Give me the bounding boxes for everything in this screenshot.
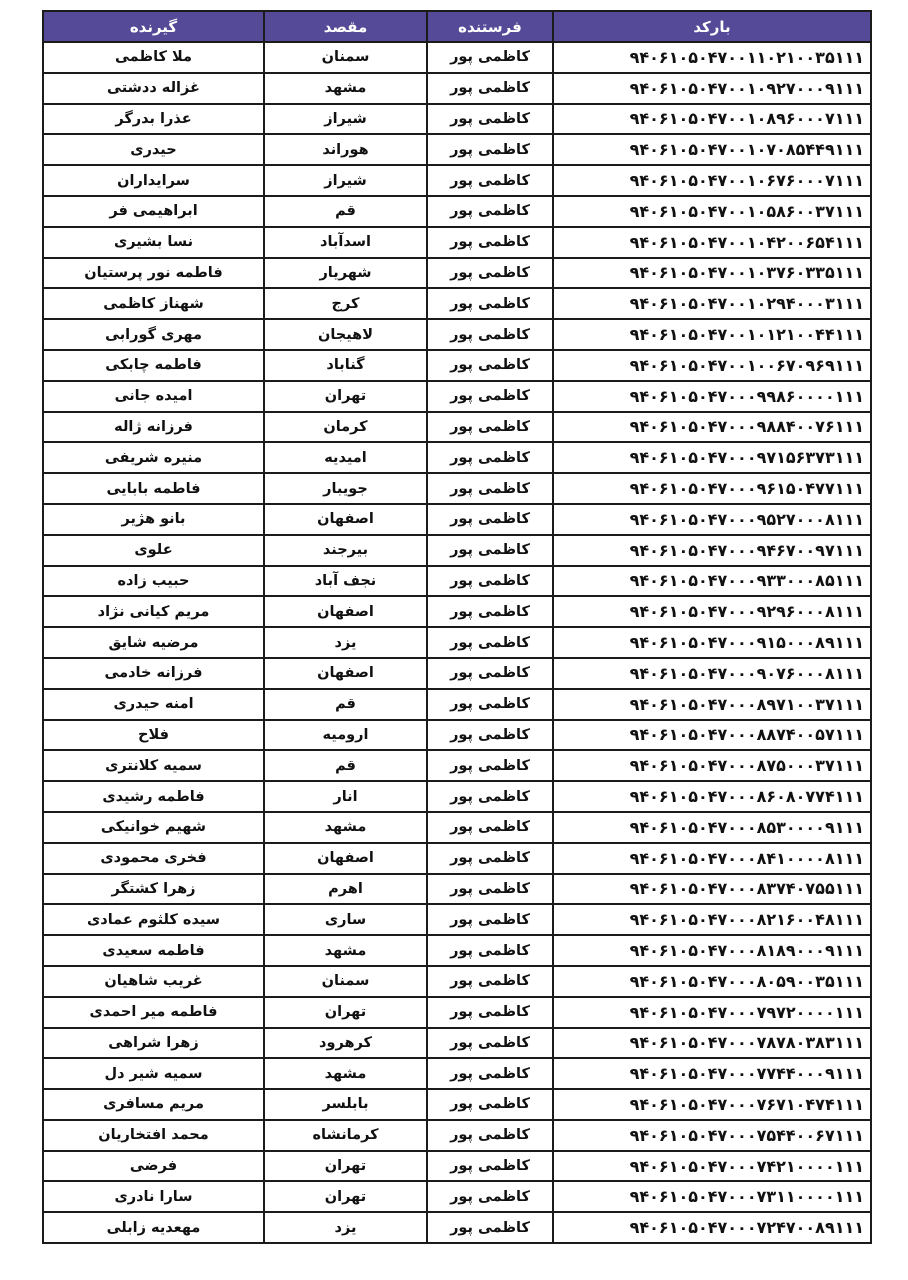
- destination-cell: گناباد: [264, 350, 427, 381]
- destination-cell: تهران: [264, 381, 427, 412]
- barcode-cell: ۹۴۰۶۱۰۵۰۴۷۰۰۱۰۸۹۶۰۰۰۷۱۱۱: [553, 104, 871, 135]
- sender-cell: کاظمی پور: [427, 658, 553, 689]
- sender-cell: کاظمی پور: [427, 1058, 553, 1089]
- sender-cell: کاظمی پور: [427, 1089, 553, 1120]
- receiver-cell: فرضی: [43, 1151, 264, 1182]
- barcode-cell: ۹۴۰۶۱۰۵۰۴۷۰۰۰۸۳۷۴۰۷۵۵۱۱۱: [553, 874, 871, 905]
- barcode-cell: ۹۴۰۶۱۰۵۰۴۷۰۰۰۷۳۱۱۰۰۰۰۱۱۱: [553, 1181, 871, 1212]
- sender-cell: کاظمی پور: [427, 966, 553, 997]
- receiver-cell: مرضیه شایق: [43, 627, 264, 658]
- barcode-cell: ۹۴۰۶۱۰۵۰۴۷۰۰۰۸۶۰۸۰۷۷۴۱۱۱: [553, 781, 871, 812]
- barcode-cell: ۹۴۰۶۱۰۵۰۴۷۰۰۰۷۲۴۷۰۰۸۹۱۱۱: [553, 1212, 871, 1243]
- table-row: [43, 350, 871, 381]
- barcode-cell: ۹۴۰۶۱۰۵۰۴۷۰۰۰۸۲۱۶۰۰۴۸۱۱۱: [553, 904, 871, 935]
- sender-cell: کاظمی پور: [427, 874, 553, 905]
- table-row: [43, 966, 871, 997]
- header-barcode: بارکد: [553, 11, 871, 42]
- sender-cell: کاظمی پور: [427, 904, 553, 935]
- destination-cell: اصفهان: [264, 596, 427, 627]
- destination-cell: کرهرود: [264, 1028, 427, 1059]
- sender-cell: کاظمی پور: [427, 258, 553, 289]
- receiver-cell: مریم مسافری: [43, 1089, 264, 1120]
- barcode-cell: ۹۴۰۶۱۰۵۰۴۷۰۰۰۹۷۱۵۶۳۷۳۱۱۱: [553, 442, 871, 473]
- sender-cell: کاظمی پور: [427, 997, 553, 1028]
- sender-cell: کاظمی پور: [427, 750, 553, 781]
- barcode-cell: ۹۴۰۶۱۰۵۰۴۷۰۰۱۰۶۷۶۰۰۰۷۱۱۱: [553, 165, 871, 196]
- sender-cell: کاظمی پور: [427, 627, 553, 658]
- receiver-cell: عذرا بدرگر: [43, 104, 264, 135]
- destination-cell: اسدآباد: [264, 227, 427, 258]
- table-row: [43, 750, 871, 781]
- table-row: [43, 1058, 871, 1089]
- destination-cell: مشهد: [264, 935, 427, 966]
- header-row: [43, 11, 871, 42]
- barcode-cell: ۹۴۰۶۱۰۵۰۴۷۰۰۰۸۱۸۹۰۰۰۹۱۱۱: [553, 935, 871, 966]
- receiver-cell: ابراهیمی فر: [43, 196, 264, 227]
- table-row: [43, 843, 871, 874]
- table-header: [43, 11, 871, 42]
- receiver-cell: غزاله ددشتی: [43, 73, 264, 104]
- destination-cell: اصفهان: [264, 504, 427, 535]
- destination-cell: کرمانشاه: [264, 1120, 427, 1151]
- barcode-cell: ۹۴۰۶۱۰۵۰۴۷۰۰۱۰۲۹۴۰۰۰۳۱۱۱: [553, 288, 871, 319]
- barcode-cell: ۹۴۰۶۱۰۵۰۴۷۰۰۰۷۴۲۱۰۰۰۰۱۱۱: [553, 1151, 871, 1182]
- receiver-cell: حبیب زاده: [43, 566, 264, 597]
- receiver-cell: فاطمه چابکی: [43, 350, 264, 381]
- sender-cell: کاظمی پور: [427, 442, 553, 473]
- sender-cell: کاظمی پور: [427, 1181, 553, 1212]
- barcode-cell: ۹۴۰۶۱۰۵۰۴۷۰۰۰۹۸۸۴۰۰۷۶۱۱۱: [553, 412, 871, 443]
- destination-cell: نجف آباد: [264, 566, 427, 597]
- table-row: [43, 258, 871, 289]
- shipment-sheet: [42, 10, 870, 1244]
- sender-cell: کاظمی پور: [427, 1151, 553, 1182]
- sender-cell: کاظمی پور: [427, 720, 553, 751]
- barcode-cell: ۹۴۰۶۱۰۵۰۴۷۰۰۰۹۱۵۰۰۰۸۹۱۱۱: [553, 627, 871, 658]
- table-row: [43, 720, 871, 751]
- barcode-cell: ۹۴۰۶۱۰۵۰۴۷۰۰۰۷۷۴۴۰۰۰۹۱۱۱: [553, 1058, 871, 1089]
- table-row: [43, 904, 871, 935]
- table-row: [43, 42, 871, 73]
- destination-cell: شهریار: [264, 258, 427, 289]
- destination-cell: قم: [264, 689, 427, 720]
- table-row: [43, 627, 871, 658]
- receiver-cell: منیره شریفی: [43, 442, 264, 473]
- table-row: [43, 566, 871, 597]
- receiver-cell: شهناز کاظمی: [43, 288, 264, 319]
- table-row: [43, 997, 871, 1028]
- table-row: [43, 134, 871, 165]
- destination-cell: سمنان: [264, 42, 427, 73]
- table-row: [43, 1181, 871, 1212]
- barcode-cell: ۹۴۰۶۱۰۵۰۴۷۰۰۰۸۹۷۱۰۰۳۷۱۱۱: [553, 689, 871, 720]
- table-row: [43, 874, 871, 905]
- barcode-cell: ۹۴۰۶۱۰۵۰۴۷۰۰۱۰۰۶۷۰۹۶۹۱۱۱: [553, 350, 871, 381]
- table-row: [43, 473, 871, 504]
- sender-cell: کاظمی پور: [427, 134, 553, 165]
- destination-cell: تهران: [264, 1151, 427, 1182]
- barcode-cell: ۹۴۰۶۱۰۵۰۴۷۰۰۰۹۵۲۷۰۰۰۸۱۱۱: [553, 504, 871, 535]
- destination-cell: قم: [264, 750, 427, 781]
- barcode-cell: ۹۴۰۶۱۰۵۰۴۷۰۰۰۷۸۷۸۰۳۸۳۱۱۱: [553, 1028, 871, 1059]
- destination-cell: ساری: [264, 904, 427, 935]
- receiver-cell: امنه حیدری: [43, 689, 264, 720]
- destination-cell: سمنان: [264, 966, 427, 997]
- receiver-cell: مهعدیه زابلی: [43, 1212, 264, 1243]
- sender-cell: کاظمی پور: [427, 227, 553, 258]
- receiver-cell: فلاح: [43, 720, 264, 751]
- barcode-cell: ۹۴۰۶۱۰۵۰۴۷۰۰۰۸۷۵۰۰۰۳۷۱۱۱: [553, 750, 871, 781]
- shipments-table: [42, 10, 872, 1244]
- barcode-cell: ۹۴۰۶۱۰۵۰۴۷۰۰۰۹۶۱۵۰۴۷۷۱۱۱: [553, 473, 871, 504]
- sender-cell: کاظمی پور: [427, 781, 553, 812]
- receiver-cell: حیدری: [43, 134, 264, 165]
- sender-cell: کاظمی پور: [427, 165, 553, 196]
- destination-cell: کرمان: [264, 412, 427, 443]
- table-row: [43, 504, 871, 535]
- receiver-cell: فاطمه میر احمدی: [43, 997, 264, 1028]
- barcode-cell: ۹۴۰۶۱۰۵۰۴۷۰۰۰۹۰۷۶۰۰۰۸۱۱۱: [553, 658, 871, 689]
- receiver-cell: زهرا کشتگر: [43, 874, 264, 905]
- destination-cell: یزد: [264, 1212, 427, 1243]
- sender-cell: کاظمی پور: [427, 473, 553, 504]
- barcode-cell: ۹۴۰۶۱۰۵۰۴۷۰۰۱۱۰۲۱۰۰۳۵۱۱۱: [553, 42, 871, 73]
- sender-cell: کاظمی پور: [427, 73, 553, 104]
- barcode-cell: ۹۴۰۶۱۰۵۰۴۷۰۰۱۰۴۲۰۰۶۵۴۱۱۱: [553, 227, 871, 258]
- barcode-cell: ۹۴۰۶۱۰۵۰۴۷۰۰۰۷۵۴۴۰۰۶۷۱۱۱: [553, 1120, 871, 1151]
- barcode-cell: ۹۴۰۶۱۰۵۰۴۷۰۰۰۸۸۷۴۰۰۵۷۱۱۱: [553, 720, 871, 751]
- sender-cell: کاظمی پور: [427, 42, 553, 73]
- header-receiver: گیرنده: [43, 11, 264, 42]
- destination-cell: ارومیه: [264, 720, 427, 751]
- table-row: [43, 227, 871, 258]
- receiver-cell: فاطمه نور پرستیان: [43, 258, 264, 289]
- barcode-cell: ۹۴۰۶۱۰۵۰۴۷۰۰۰۹۳۳۰۰۰۸۵۱۱۱: [553, 566, 871, 597]
- receiver-cell: فاطمه رشیدی: [43, 781, 264, 812]
- sender-cell: کاظمی پور: [427, 1212, 553, 1243]
- sender-cell: کاظمی پور: [427, 1028, 553, 1059]
- barcode-cell: ۹۴۰۶۱۰۵۰۴۷۰۰۱۰۱۲۱۰۰۴۴۱۱۱: [553, 319, 871, 350]
- sender-cell: کاظمی پور: [427, 196, 553, 227]
- barcode-cell: ۹۴۰۶۱۰۵۰۴۷۰۰۱۰۹۲۷۰۰۰۹۱۱۱: [553, 73, 871, 104]
- receiver-cell: ملا کاظمی: [43, 42, 264, 73]
- destination-cell: جویبار: [264, 473, 427, 504]
- table-row: [43, 1028, 871, 1059]
- barcode-cell: ۹۴۰۶۱۰۵۰۴۷۰۰۱۰۵۸۶۰۰۳۷۱۱۱: [553, 196, 871, 227]
- receiver-cell: امیده جانی: [43, 381, 264, 412]
- destination-cell: بیرجند: [264, 535, 427, 566]
- table-row: [43, 658, 871, 689]
- barcode-cell: ۹۴۰۶۱۰۵۰۴۷۰۰۱۰۷۰۸۵۴۴۹۱۱۱: [553, 134, 871, 165]
- table-row: [43, 196, 871, 227]
- sender-cell: کاظمی پور: [427, 535, 553, 566]
- receiver-cell: سمیه کلانتری: [43, 750, 264, 781]
- table-row: [43, 104, 871, 135]
- table-row: [43, 288, 871, 319]
- sender-cell: کاظمی پور: [427, 381, 553, 412]
- table-row: [43, 165, 871, 196]
- sender-cell: کاظمی پور: [427, 689, 553, 720]
- receiver-cell: فرزانه خادمی: [43, 658, 264, 689]
- destination-cell: اهرم: [264, 874, 427, 905]
- table-body: [43, 42, 871, 1243]
- destination-cell: امیدیه: [264, 442, 427, 473]
- table-row: [43, 781, 871, 812]
- destination-cell: مشهد: [264, 812, 427, 843]
- table-row: [43, 412, 871, 443]
- receiver-cell: مهری گورابی: [43, 319, 264, 350]
- receiver-cell: فاطمه سعیدی: [43, 935, 264, 966]
- table-row: [43, 73, 871, 104]
- destination-cell: یزد: [264, 627, 427, 658]
- destination-cell: تهران: [264, 997, 427, 1028]
- sender-cell: کاظمی پور: [427, 843, 553, 874]
- sender-cell: کاظمی پور: [427, 288, 553, 319]
- table-row: [43, 812, 871, 843]
- table-row: [43, 689, 871, 720]
- sender-cell: کاظمی پور: [427, 566, 553, 597]
- destination-cell: تهران: [264, 1181, 427, 1212]
- destination-cell: شیراز: [264, 165, 427, 196]
- receiver-cell: زهرا شراهی: [43, 1028, 264, 1059]
- receiver-cell: سیده کلثوم عمادی: [43, 904, 264, 935]
- header-sender: فرستنده: [427, 11, 553, 42]
- sender-cell: کاظمی پور: [427, 350, 553, 381]
- receiver-cell: سمیه شیر دل: [43, 1058, 264, 1089]
- destination-cell: مشهد: [264, 73, 427, 104]
- table-row: [43, 381, 871, 412]
- barcode-cell: ۹۴۰۶۱۰۵۰۴۷۰۰۱۰۳۷۶۰۳۳۵۱۱۱: [553, 258, 871, 289]
- barcode-cell: ۹۴۰۶۱۰۵۰۴۷۰۰۰۹۲۹۶۰۰۰۸۱۱۱: [553, 596, 871, 627]
- sender-cell: کاظمی پور: [427, 1120, 553, 1151]
- destination-cell: اصفهان: [264, 658, 427, 689]
- sender-cell: کاظمی پور: [427, 104, 553, 135]
- table-row: [43, 1212, 871, 1243]
- barcode-cell: ۹۴۰۶۱۰۵۰۴۷۰۰۰۷۶۷۱۰۴۷۴۱۱۱: [553, 1089, 871, 1120]
- barcode-cell: ۹۴۰۶۱۰۵۰۴۷۰۰۰۸۰۵۹۰۰۳۵۱۱۱: [553, 966, 871, 997]
- table-row: [43, 442, 871, 473]
- table-row: [43, 1089, 871, 1120]
- receiver-cell: بانو هژیر: [43, 504, 264, 535]
- receiver-cell: علوی: [43, 535, 264, 566]
- table-row: [43, 596, 871, 627]
- header-destination: مقصد: [264, 11, 427, 42]
- destination-cell: بابلسر: [264, 1089, 427, 1120]
- barcode-cell: ۹۴۰۶۱۰۵۰۴۷۰۰۰۹۴۶۷۰۰۹۷۱۱۱: [553, 535, 871, 566]
- destination-cell: مشهد: [264, 1058, 427, 1089]
- table-row: [43, 535, 871, 566]
- barcode-cell: ۹۴۰۶۱۰۵۰۴۷۰۰۰۷۹۷۲۰۰۰۰۱۱۱: [553, 997, 871, 1028]
- destination-cell: اصفهان: [264, 843, 427, 874]
- table-row: [43, 935, 871, 966]
- table-row: [43, 1151, 871, 1182]
- table-row: [43, 1120, 871, 1151]
- sender-cell: کاظمی پور: [427, 935, 553, 966]
- receiver-cell: فخری محمودی: [43, 843, 264, 874]
- receiver-cell: غریب شاهیان: [43, 966, 264, 997]
- receiver-cell: شهیم خوانیکی: [43, 812, 264, 843]
- receiver-cell: محمد افتخاریان: [43, 1120, 264, 1151]
- sender-cell: کاظمی پور: [427, 319, 553, 350]
- barcode-cell: ۹۴۰۶۱۰۵۰۴۷۰۰۰۸۴۱۰۰۰۰۸۱۱۱: [553, 843, 871, 874]
- destination-cell: قم: [264, 196, 427, 227]
- destination-cell: شیراز: [264, 104, 427, 135]
- receiver-cell: مریم کیانی نژاد: [43, 596, 264, 627]
- receiver-cell: سارا نادری: [43, 1181, 264, 1212]
- destination-cell: لاهیجان: [264, 319, 427, 350]
- destination-cell: کرج: [264, 288, 427, 319]
- sender-cell: کاظمی پور: [427, 504, 553, 535]
- sender-cell: کاظمی پور: [427, 596, 553, 627]
- destination-cell: انار: [264, 781, 427, 812]
- receiver-cell: فرزانه ژاله: [43, 412, 264, 443]
- sender-cell: کاظمی پور: [427, 412, 553, 443]
- receiver-cell: نسا بشیری: [43, 227, 264, 258]
- receiver-cell: فاطمه بابایی: [43, 473, 264, 504]
- destination-cell: هوراند: [264, 134, 427, 165]
- sender-cell: کاظمی پور: [427, 812, 553, 843]
- table-row: [43, 319, 871, 350]
- receiver-cell: سرایداران: [43, 165, 264, 196]
- barcode-cell: ۹۴۰۶۱۰۵۰۴۷۰۰۰۸۵۳۰۰۰۰۹۱۱۱: [553, 812, 871, 843]
- barcode-cell: ۹۴۰۶۱۰۵۰۴۷۰۰۰۹۹۸۶۰۰۰۰۱۱۱: [553, 381, 871, 412]
